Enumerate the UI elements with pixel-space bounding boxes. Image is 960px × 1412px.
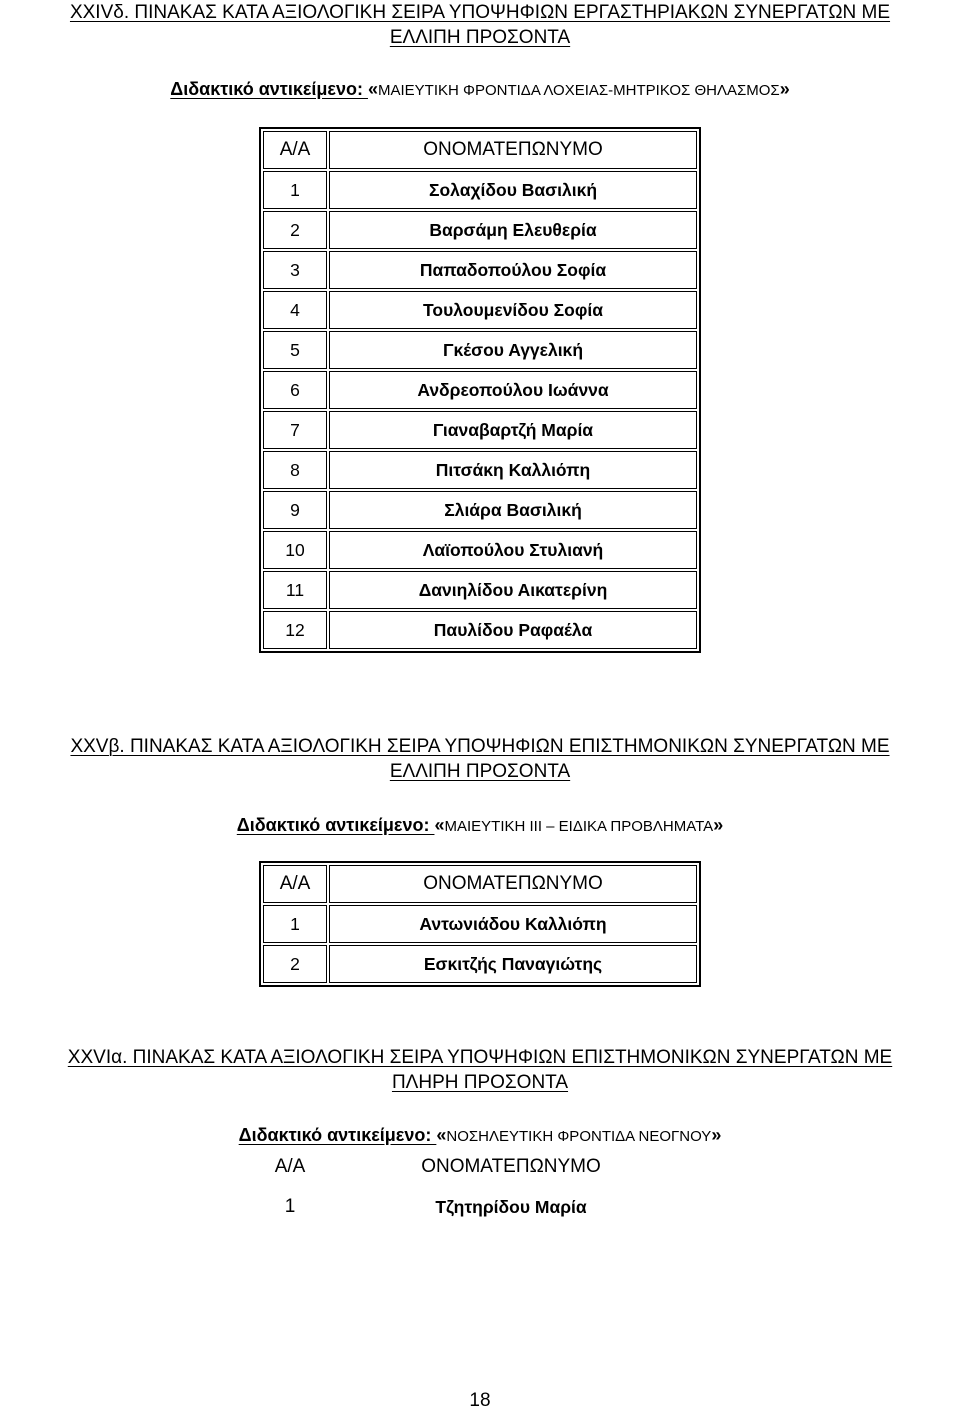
section-d-heading-line1: XXIVδ. ΠΙΝΑΚΑΣ ΚΑΤΑ ΑΞΙΟΛΟΓΙΚΗ ΣΕΙΡΑ ΥΠΟΨΗΦΙΩΝ ΕΡΓΑΣΤΗΡΙΑΚΩΝ ΣΥΝΕΡΓΑΤΩΝ ΜΕ [69,2,891,23]
candidate-name: Σλιάρα Βασιλική [329,491,697,529]
section-b-subject [0,814,960,838]
row-number: 2 [263,945,327,983]
table-row [263,571,697,609]
section-a-subject [0,1124,960,1148]
candidate-name: Γκέσου Αγγελική [329,331,697,369]
course-title: ΜΑΙΕΥΤΙΚΗ ΙΙΙ – ΕΙΔΙΚΑ ΠΡΟΒΛΗΜΑΤΑ [444,818,714,835]
quote-open: « [434,815,445,835]
column-header-number: Α/Α [263,865,327,903]
table-row [263,291,697,329]
section-a-heading [0,1045,960,1095]
section-a-heading-line2: ΠΛΗΡΗ ΠΡΟΣΟΝΤΑ [391,1072,569,1093]
section-d-table [259,127,701,653]
table-row [263,171,697,209]
quote-close: » [713,815,724,835]
candidate-name: Λαϊοπούλου Στυλιανή [329,531,697,569]
row-number: 12 [263,611,327,649]
subject-label: Διδακτικό αντικείμενο: [238,1125,437,1145]
column-header-name: ΟΝΟΜΑΤΕΠΩΝΥΜΟ [329,131,697,169]
row-number: 4 [263,291,327,329]
table-row [263,371,697,409]
section-d-heading-line2: ΕΛΛΙΠΗ ΠΡΟΣΟΝΤΑ [389,27,571,48]
table-header-row [263,131,697,169]
table-row [263,331,697,369]
row-number: 11 [263,571,327,609]
quote-close: » [711,1125,722,1145]
table-row [263,251,697,289]
row-number: 6 [263,371,327,409]
table-row [263,945,697,983]
column-header-name: ΟΝΟΜΑΤΕΠΩΝΥΜΟ [421,1156,601,1177]
table-row [263,611,697,649]
row-number: 2 [263,211,327,249]
section-b-heading-line2: ΕΛΛΙΠΗ ΠΡΟΣΟΝΤΑ [389,761,571,782]
page-number: 18 [469,1390,491,1411]
table-row [263,531,697,569]
course-title: ΝΟΣΗΛΕΥΤΙΚΗ ΦΡΟΝΤΙΔΑ ΝΕΟΓΝΟΥ [446,1128,712,1145]
row-number: 7 [263,411,327,449]
candidate-name: Ανδρεοπούλου Ιωάννα [329,371,697,409]
table-header-row [263,865,697,903]
table-header-row [259,1147,701,1187]
candidate-name: Εσκιτζής Παναγιώτης [329,945,697,983]
candidate-name: Βαρσάμη Ελευθερία [329,211,697,249]
section-b-heading [0,734,960,784]
row-number: 1 [263,905,327,943]
section-d-heading [0,0,960,50]
row-number: 8 [263,451,327,489]
table-row [263,491,697,529]
candidate-name: Παπαδοπούλου Σοφία [329,251,697,289]
section-b-heading-line1: XXVβ. ΠΙΝΑΚΑΣ ΚΑΤΑ ΑΞΙΟΛΟΓΙΚΗ ΣΕΙΡΑ ΥΠΟΨΗΦΙΩΝ ΕΠΙΣΤΗΜΟΝΙΚΩΝ ΣΥΝΕΡΓΑΤΩΝ ΜΕ [70,736,890,757]
table-row [259,1187,701,1227]
subject-label: Διδακτικό αντικείμενο: [170,79,368,99]
course-title: ΜΑΙΕΥΤΙΚΗ ΦΡΟΝΤΙΔΑ ΛΟΧΕΙΑΣ-ΜΗΤΡΙΚΟΣ ΘΗΛΑΣΜΟΣ [377,82,780,99]
row-number: 9 [263,491,327,529]
column-header-number: Α/Α [274,1156,306,1177]
table-row [263,211,697,249]
candidate-name: Τζητηρίδου Μαρία [435,1196,587,1217]
row-number: 3 [263,251,327,289]
table-row [263,451,697,489]
row-number: 1 [263,171,327,209]
row-number: 10 [263,531,327,569]
candidate-name: Παυλίδου Ραφαέλα [329,611,697,649]
table-row [263,905,697,943]
section-d-subject [0,78,960,102]
candidate-name: Πιτσάκη Καλλιόπη [329,451,697,489]
quote-open: « [367,79,378,99]
table-row [263,411,697,449]
candidate-name: Δανιηλίδου Αικατερίνη [329,571,697,609]
row-number: 5 [263,331,327,369]
candidate-name: Σολαχίδου Βασιλική [329,171,697,209]
section-a-table [259,1147,701,1227]
subject-label: Διδακτικό αντικείμενο: [236,815,435,835]
quote-close: » [779,79,790,99]
candidate-name: Γιαναβαρτζή Μαρία [329,411,697,449]
row-number: 1 [284,1196,296,1217]
candidate-name: Αντωνιάδου Καλλιόπη [329,905,697,943]
column-header-name: ΟΝΟΜΑΤΕΠΩΝΥΜΟ [329,865,697,903]
quote-open: « [436,1125,447,1145]
section-a-heading-line1: XXVIα. ΠΙΝΑΚΑΣ ΚΑΤΑ ΑΞΙΟΛΟΓΙΚΗ ΣΕΙΡΑ ΥΠΟΨΗΦΙΩΝ ΕΠΙΣΤΗΜΟΝΙΚΩΝ ΣΥΝΕΡΓΑΤΩΝ ΜΕ [67,1047,893,1068]
section-b-table [259,861,701,987]
candidate-name: Τουλουμενίδου Σοφία [329,291,697,329]
column-header-number: Α/Α [263,131,327,169]
